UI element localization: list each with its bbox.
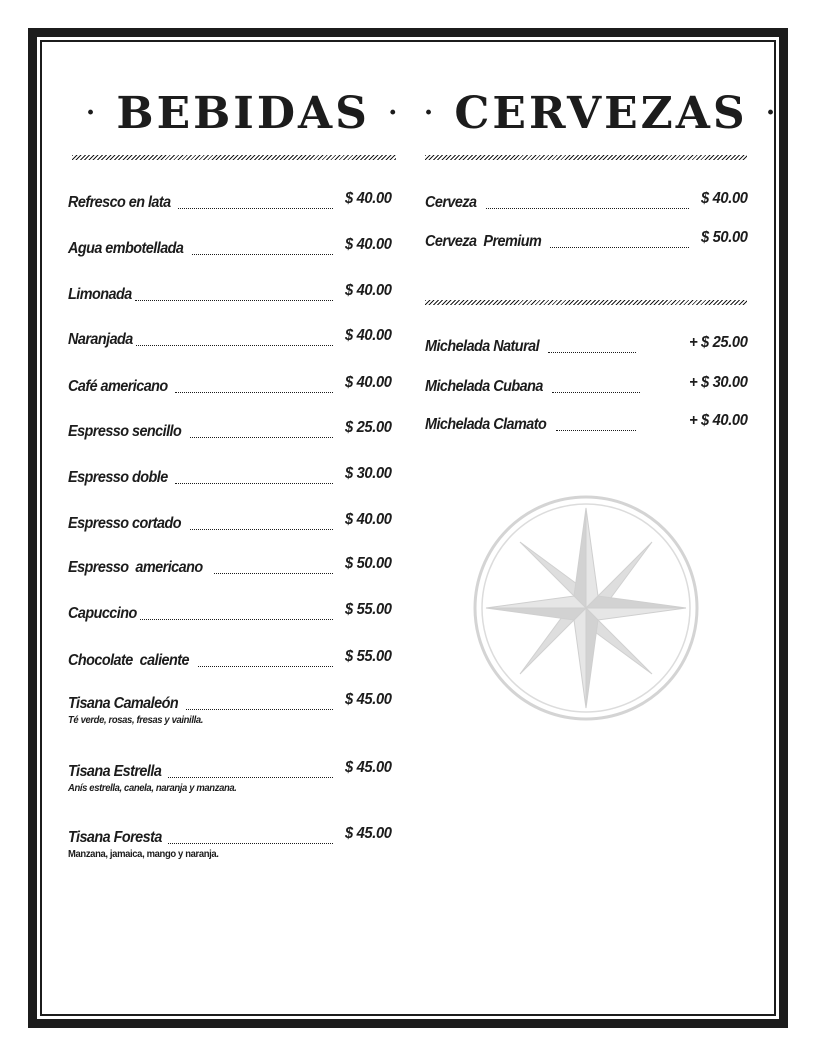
tisana-foresta-description: Manzana, jamaica, mango y naranja. — [68, 848, 219, 860]
menu-item-cerveza-premium: Cerveza Premium $ 50.00 — [425, 229, 748, 250]
menu-item-espresso-doble: Espresso doble $ 30.00 — [68, 465, 392, 486]
menu-item-michelada-natural: Michelada Natural + $ 25.00 — [425, 334, 748, 355]
cervezas-heading: · CERVEZAS · — [424, 88, 779, 139]
micheladas-divider — [425, 300, 747, 305]
menu-item-tisana-camaleon: Tisana Camaleón $ 45.00 Té verde, rosas, fresas y vainilla. — [68, 691, 392, 726]
cervezas-title: CERVEZAS — [454, 88, 748, 139]
tisana-camaleon-description: Té verde, rosas, fresas y vainilla. — [68, 714, 204, 726]
menu-item-chocolate-caliente: Chocolate caliente $ 55.00 — [68, 648, 392, 669]
tisana-estrella-description: Anís estrella, canela, naranja y manzana. — [68, 782, 237, 794]
menu-item-tisana-foresta: Tisana Foresta $ 45.00 Manzana, jamaica, mango y naranja. — [68, 825, 392, 860]
menu-item-limonada: Limonada $ 40.00 — [68, 282, 392, 303]
menu-item-refresco: Refresco en lata $ 40.00 — [68, 190, 392, 211]
cervezas-divider — [425, 155, 747, 160]
menu-item-cerveza: Cerveza $ 40.00 — [425, 190, 748, 211]
menu-item-naranjada: Naranjada $ 40.00 — [68, 327, 392, 348]
compass-rose-icon — [472, 494, 700, 722]
menu-item-cafe-americano: Café americano $ 40.00 — [68, 374, 392, 395]
menu-item-michelada-cubana: Michelada Cubana + $ 30.00 — [425, 374, 748, 395]
menu-item-capuccino: Capuccino $ 55.00 — [68, 601, 392, 622]
menu-item-espresso-americano: Espresso americano $ 50.00 — [68, 555, 392, 576]
bebidas-heading: · BEBIDAS · — [86, 88, 401, 139]
menu-item-espresso-cortado: Espresso cortado $ 40.00 — [68, 511, 392, 532]
bebidas-divider — [72, 155, 396, 160]
menu-item-espresso-sencillo: Espresso sencillo $ 25.00 — [68, 419, 392, 440]
menu-item-agua: Agua embotellada $ 40.00 — [68, 236, 392, 257]
menu-item-tisana-estrella: Tisana Estrella $ 45.00 Anís estrella, canela, naranja y manzana. — [68, 759, 392, 794]
bebidas-title: BEBIDAS — [116, 88, 370, 139]
menu-item-michelada-clamato: Michelada Clamato + $ 40.00 — [425, 412, 748, 433]
